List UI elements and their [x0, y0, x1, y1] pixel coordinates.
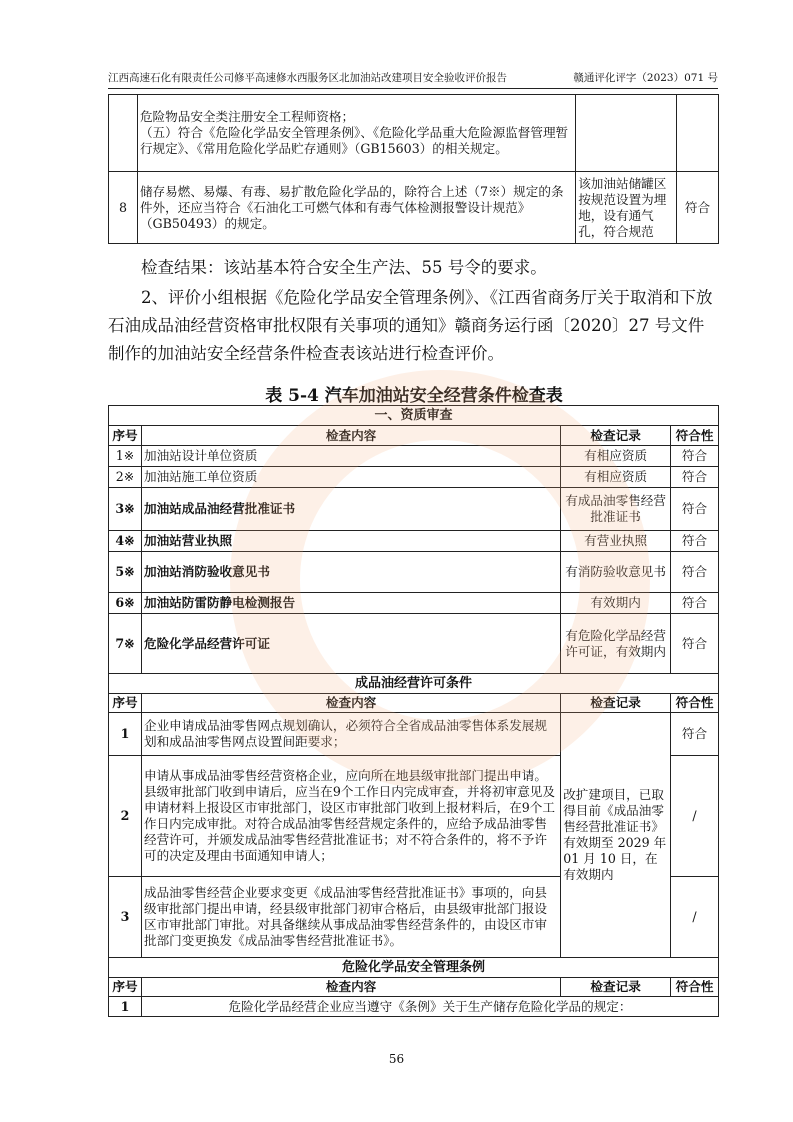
table-row: 3※ 加油站成品油经营批准证书 有成品油零售经营批准证书 符合 — [109, 488, 719, 531]
row8-content: 储存易燃、易爆、有毒、易扩散危险化学品的，除符合上述（7※）规定的条件外，还应当符合《石油化工可燃气体和有毒气体检测报警设计规范》（GB50493）的规定。 — [137, 172, 575, 244]
section-qualification: 一、资质审查 — [109, 406, 719, 426]
table-row: 3 成品油零售经营企业要求变更《成品油零售经营批准证书》事项的，向县级审批部门提出申请，经县级审批部门初审合格后，由县级审批部门报设区市审批部门审批。对具备继续从事成品油零售经营条件的，由设区市审批部门变更换发《成品油零售经营批准证书》。 / — [109, 877, 719, 958]
row8-result: 符合 — [677, 172, 719, 244]
header-content: 检查内容 — [141, 426, 560, 446]
table-row: 5※ 加油站消防验收意见书 有消防验收意见书 符合 — [109, 552, 719, 593]
header-left: 江西高速石化有限责任公司修平高速修水西服务区北加油站改建项目安全验收评价报告 — [108, 72, 507, 84]
continued-content: 危险物品安全类注册安全工程师资格； （五）符合《危险化学品安全管理条例》、《危险化学品重大危险源监督管理暂行规定》、《常用危险化学品贮存通则》（GB15603）的相关规定。 — [137, 95, 575, 172]
table-row: 6※ 加油站防雷防静电检测报告 有效期内 符合 — [109, 593, 719, 614]
table-row: 4※ 加油站营业执照 有营业执照 符合 — [109, 531, 719, 552]
header-record: 检查记录 — [561, 426, 671, 446]
table-row: 1 企业申请成品油零售网点规划确认，必须符合全省成品油零售体系发展规划和成品油零售网点设置间距要求； 改扩建项目，已取得目前《成品油零售经营批准证书》有效期至 2029 年 01 月 10 日，在有效期内 符合 — [109, 713, 719, 756]
row8-record: 该加油站储罐区按规范设置为埋地，设有通气孔，符合规范 — [576, 172, 677, 244]
page-number: 56 — [388, 1052, 405, 1066]
header-right: 赣通评化评字（2023）071 号 — [573, 72, 718, 84]
header-result: 符合性 — [671, 426, 719, 446]
section-hazchem: 危险化学品安全管理条例 — [109, 958, 719, 978]
shared-record: 改扩建项目，已取得目前《成品油零售经营批准证书》有效期至 2029 年 01 月 10 日，在有效期内 — [561, 713, 671, 958]
page-header — [108, 70, 718, 89]
continued-table — [108, 94, 719, 244]
section-oil-license: 成品油经营许可条件 — [109, 674, 719, 694]
table-row: 1 危险化学品经营企业应当遵守《条例》关于生产储存危险化学品的规定： — [109, 997, 719, 1017]
row8-no: 8 — [109, 172, 138, 244]
evaluation-paragraph: 2、评价小组根据《危险化学品安全管理条例》、《江西省商务厅关于取消和下放石油成品油经营资格审批权限有关事项的通知》赣商务运行函〔2020〕27 号文件制作的加油站安全经营条件检查表该站进行检查评价。 — [108, 288, 713, 363]
table-row: 7※ 危险化学品经营许可证 有危险化学品经营许可证，有效期内 符合 — [109, 614, 719, 674]
header-no: 序号 — [109, 426, 142, 446]
table-caption: 表 5-4 汽车加油站安全经营条件检查表 — [265, 386, 563, 406]
table-row: 2 申请从事成品油零售经营资格企业，应向所在地县级审批部门提出申请。县级审批部门收到申请后，应当在9个工作日内完成审查，并将初审意见及申请材料上报设区市审批部门，设区市审批部门收到上报材料后，在9个工作日内完成审批。对符合成品油零售经营规定条件的，应给予成品油零售经营许可，并颁发成品油零售经营批准证书；对不符合条件的，将不予许可的决定及理由书面通知申请人； / — [109, 756, 719, 877]
table-row: 2※ 加油站施工单位资质 有相应资质 符合 — [109, 467, 719, 488]
check-result-paragraph: 检查结果：该站基本符合安全生产法、55 号令的要求。 — [141, 258, 547, 277]
inspection-table: 一、资质审查 序号 检查内容 检查记录 符合性 1※ 加油站设计单位资质 有相应资质 符合 2※ 加油站施工单位资质 有相应资质 符合 3※ 加油站成品油经营批准证书 有成品油零售经营批准证书 符合 4※ 加油站营业执照 有营业执照 符合 5※ 加油站消防验收意见书 有消防验收意见书 符合 6※ 加油站防雷防静电检测报告 有效期内 符合 7※ 危险化学品经营许可证 有危险化学品经营许可证，有效期内 符合 成品油经营许可条件 序号 检查内容 检查记录 符合性 1 企业申请成品油零售网点规划确认，必须符合全省成品油零售体系发展规划和成品油零售网点设置间距要求； 改扩建项目，已取得目前《成品油零售经营批准证书》有效期至 2029 年 01 月 10 日，在有效期内 符合 2 申请从事成品油零售经营资格企业，应向所在地县级审批部门提出申请。县级审批部门收到申请后，应当在9个工作日内完成审查，并将初审意见及申请材料上报设区市审批部门，设区市审批部门收到上报材料后，在9个工作日内完成审批。对符合成品油零售经营规定条件的，应给予成品油零售经营许可，并颁发成品油零售经营批准证书；对不符合条件的，将不予许可的决定及理由书面通知申请人； / 3 成品油零售经营企业要求变更《成品油零售经营批准证书》事项的，向县级审批部门提出申请，经县级审批部门初审合格后，由县级审批部门报设区市审批部门审批。对具备继续从事成品油零售经营条件的，由设区市审批部门变更换发《成品油零售经营批准证书》。 / 危险化学品安全管理条例 序号 检查内容 检查记录 符合性 1 危险化学品经营企业应当遵守《条例》关于生产储存危险化学品的规定： — [108, 405, 719, 1017]
table-row: 1※ 加油站设计单位资质 有相应资质 符合 — [109, 446, 719, 467]
